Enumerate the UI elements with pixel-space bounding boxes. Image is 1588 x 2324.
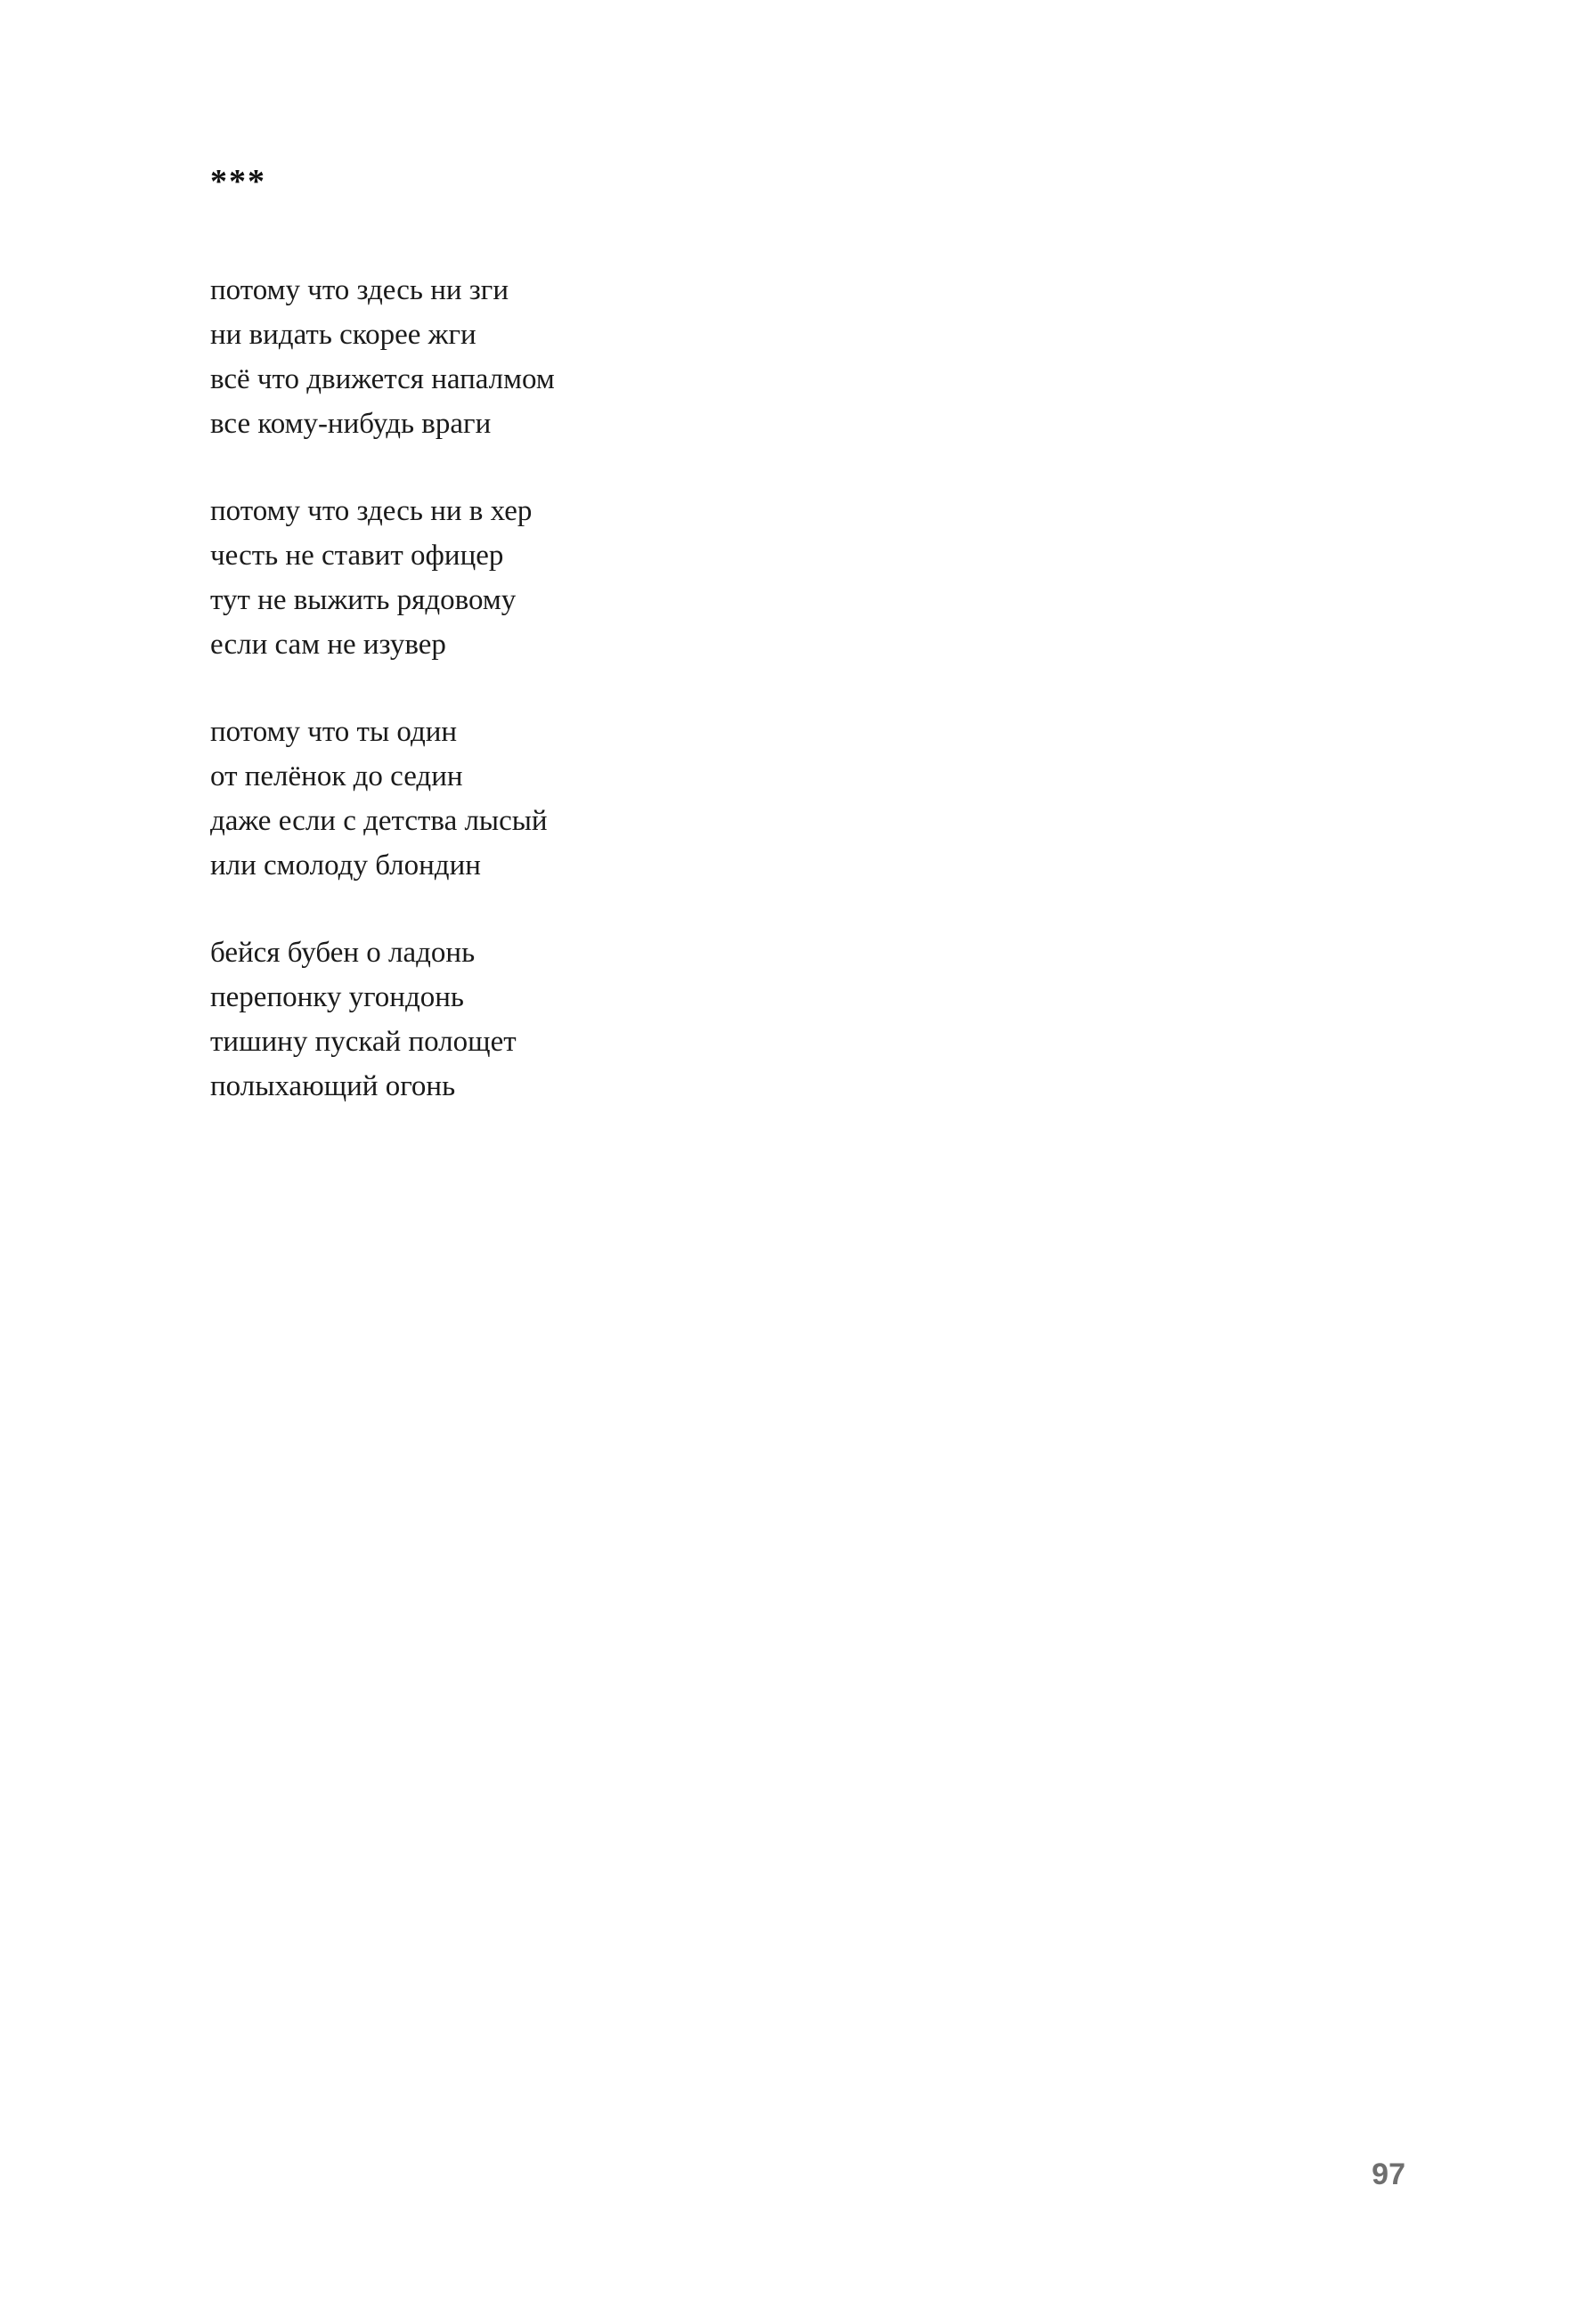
poem-line: даже если с детства лысый	[210, 805, 548, 837]
poem-line: честь не ставит офицер	[210, 540, 504, 572]
poem-body	[210, 165, 1190, 1109]
poem-line: или смолоду блондин	[210, 849, 481, 882]
poem-line: если сам не изувер	[210, 629, 446, 661]
poem-line: перепонку угондонь	[210, 981, 464, 1013]
poem-line: все кому-нибудь враги	[210, 408, 492, 440]
poem-line: потому что ты один	[210, 716, 458, 748]
poem-line: бейся бубен о ладонь	[210, 937, 476, 969]
poem-line: потому что здесь ни в хер	[210, 495, 533, 527]
poem-line: потому что здесь ни зги	[210, 274, 509, 306]
poem-title: ***	[210, 163, 266, 200]
poem-stanza	[210, 489, 1190, 667]
poem-line: от пелёнок до седин	[210, 760, 463, 792]
poem-stanza	[210, 268, 1190, 446]
poem-line: всё что движется напалмом	[210, 363, 555, 395]
poem-stanza	[210, 930, 1190, 1109]
poem-line: полыхающий огонь	[210, 1070, 456, 1102]
poem-line: ни видать скорее жги	[210, 319, 476, 351]
poem-line: тишину пускай полощет	[210, 1026, 517, 1058]
page-number: 97	[1372, 2157, 1405, 2191]
poem-stanza	[210, 710, 1190, 888]
poem-line: тут не выжить рядовому	[210, 584, 517, 616]
